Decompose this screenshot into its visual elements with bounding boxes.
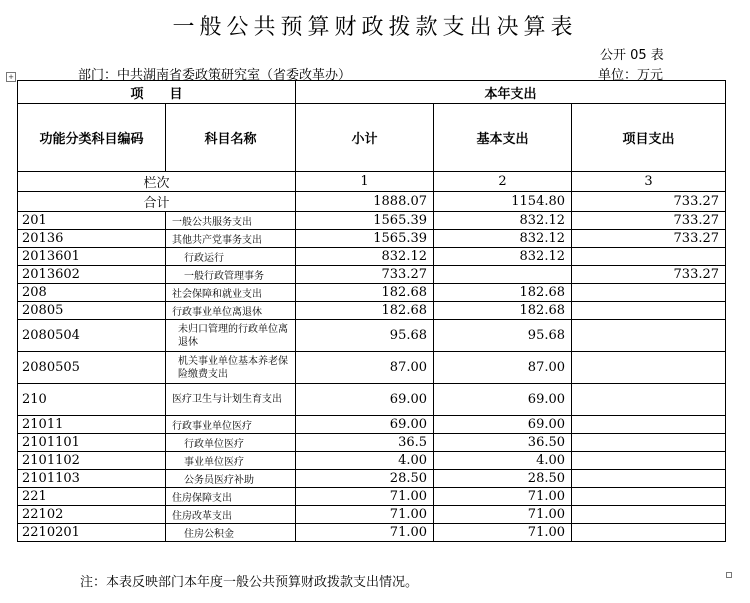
row-project xyxy=(572,416,726,434)
row-project xyxy=(572,302,726,320)
table-row xyxy=(18,284,726,302)
row-subtotal: 182.68 xyxy=(296,302,434,320)
basic-header: 基本支出 xyxy=(434,104,572,172)
row-basic: 28.50 xyxy=(434,470,572,488)
table-row xyxy=(18,434,726,452)
subtotal-header: 小计 xyxy=(296,104,434,172)
table-move-handle-icon[interactable]: + xyxy=(6,72,16,82)
row-subtotal: 832.12 xyxy=(296,248,434,266)
row-project: 733.27 xyxy=(572,230,726,248)
table-row xyxy=(18,302,726,320)
row-project xyxy=(572,284,726,302)
row-subtotal: 71.00 xyxy=(296,488,434,506)
column-number-row xyxy=(18,172,726,192)
row-basic: 69.00 xyxy=(434,384,572,416)
table-row xyxy=(18,230,726,248)
row-code: 210 xyxy=(18,384,166,416)
row-name: 一般公共服务支出 xyxy=(166,212,296,230)
header-row-bottom xyxy=(18,104,726,172)
row-name: 行政运行 xyxy=(166,248,296,266)
row-name: 行政事业单位离退休 xyxy=(166,302,296,320)
row-basic: 95.68 xyxy=(434,320,572,352)
row-code: 22102 xyxy=(18,506,166,524)
row-name: 住房改革支出 xyxy=(166,506,296,524)
page-title: 一般公共预算财政拨款支出决算表 xyxy=(172,15,578,40)
row-name: 社会保障和就业支出 xyxy=(166,284,296,302)
row-name: 一般行政管理事务 xyxy=(166,266,296,284)
row-project xyxy=(572,434,726,452)
row-code: 2101103 xyxy=(18,470,166,488)
row-basic: 4.00 xyxy=(434,452,572,470)
row-project: 733.27 xyxy=(572,212,726,230)
row-code: 2013601 xyxy=(18,248,166,266)
expenditure-table xyxy=(17,80,726,542)
table-row xyxy=(18,212,726,230)
row-name: 行政事业单位医疗 xyxy=(166,416,296,434)
row-basic: 87.00 xyxy=(434,352,572,384)
table-row xyxy=(18,248,726,266)
row-project xyxy=(572,470,726,488)
total-project: 733.27 xyxy=(572,192,726,212)
row-name: 行政单位医疗 xyxy=(166,434,296,452)
row-subtotal: 182.68 xyxy=(296,284,434,302)
row-project xyxy=(572,384,726,416)
row-subtotal: 95.68 xyxy=(296,320,434,352)
row-name: 医疗卫生与计划生育支出 xyxy=(166,384,296,416)
department-label: 部门：中共湖南省委政策研究室（省委改革办） xyxy=(78,68,352,83)
form-number: 公开 05 表 xyxy=(600,48,664,63)
row-code: 2013602 xyxy=(18,266,166,284)
row-subtotal: 87.00 xyxy=(296,352,434,384)
row-subtotal: 4.00 xyxy=(296,452,434,470)
row-name: 公务员医疗补助 xyxy=(166,470,296,488)
row-name: 事业单位医疗 xyxy=(166,452,296,470)
row-name: 住房保障支出 xyxy=(166,488,296,506)
row-basic xyxy=(434,266,572,284)
row-subtotal: 71.00 xyxy=(296,506,434,524)
row-code: 2080504 xyxy=(18,320,166,352)
row-code: 201 xyxy=(18,212,166,230)
row-subtotal: 1565.39 xyxy=(296,230,434,248)
table-row xyxy=(18,352,726,384)
row-code: 21011 xyxy=(18,416,166,434)
row-subtotal: 733.27 xyxy=(296,266,434,284)
table-row xyxy=(18,320,726,352)
row-code: 20136 xyxy=(18,230,166,248)
row-code: 2080505 xyxy=(18,352,166,384)
total-basic: 1154.80 xyxy=(434,192,572,212)
row-basic: 832.12 xyxy=(434,248,572,266)
row-basic: 71.00 xyxy=(434,506,572,524)
column-index-3: 3 xyxy=(572,172,726,192)
item-header: 项 目 xyxy=(18,81,296,104)
row-code: 2101101 xyxy=(18,434,166,452)
row-subtotal: 71.00 xyxy=(296,524,434,542)
row-code: 2210201 xyxy=(18,524,166,542)
row-subtotal: 69.00 xyxy=(296,384,434,416)
total-label: 合计 xyxy=(18,192,296,212)
row-basic: 832.12 xyxy=(434,212,572,230)
footnote: 注：本表反映部门本年度一般公共预算财政拨款支出情况。 xyxy=(80,575,419,590)
row-project xyxy=(572,320,726,352)
row-code: 221 xyxy=(18,488,166,506)
row-name: 未归口管理的行政单位离退休 xyxy=(166,320,296,352)
row-project xyxy=(572,524,726,542)
table-row xyxy=(18,470,726,488)
table-row xyxy=(18,488,726,506)
row-subtotal: 69.00 xyxy=(296,416,434,434)
table-row xyxy=(18,416,726,434)
row-project: 733.27 xyxy=(572,266,726,284)
row-basic: 182.68 xyxy=(434,284,572,302)
code-header: 功能分类科目编码 xyxy=(18,104,166,172)
total-row xyxy=(18,192,726,212)
header-row-top xyxy=(18,81,726,104)
row-project xyxy=(572,452,726,470)
row-basic: 69.00 xyxy=(434,416,572,434)
table-row xyxy=(18,524,726,542)
row-code: 208 xyxy=(18,284,166,302)
column-index-2: 2 xyxy=(434,172,572,192)
row-name: 住房公积金 xyxy=(166,524,296,542)
row-project xyxy=(572,248,726,266)
row-subtotal: 36.5 xyxy=(296,434,434,452)
table-row xyxy=(18,266,726,284)
row-project xyxy=(572,488,726,506)
row-name: 机关事业单位基本养老保险缴费支出 xyxy=(166,352,296,384)
row-code: 2101102 xyxy=(18,452,166,470)
row-subtotal: 1565.39 xyxy=(296,212,434,230)
row-basic: 71.00 xyxy=(434,488,572,506)
current-year-header: 本年支出 xyxy=(296,81,726,104)
row-basic: 71.00 xyxy=(434,524,572,542)
row-basic: 182.68 xyxy=(434,302,572,320)
total-subtotal: 1888.07 xyxy=(296,192,434,212)
table-resize-handle-icon[interactable] xyxy=(726,572,732,578)
row-name: 其他共产党事务支出 xyxy=(166,230,296,248)
table-row xyxy=(18,452,726,470)
row-project xyxy=(572,506,726,524)
row-basic: 832.12 xyxy=(434,230,572,248)
name-header: 科目名称 xyxy=(166,104,296,172)
row-code: 20805 xyxy=(18,302,166,320)
project-header: 项目支出 xyxy=(572,104,726,172)
column-index-1: 1 xyxy=(296,172,434,192)
column-index-label: 栏次 xyxy=(18,172,296,192)
row-basic: 36.50 xyxy=(434,434,572,452)
row-project xyxy=(572,352,726,384)
table-row xyxy=(18,384,726,416)
table-row xyxy=(18,506,726,524)
unit-label: 单位：万元 xyxy=(598,68,664,83)
row-subtotal: 28.50 xyxy=(296,470,434,488)
